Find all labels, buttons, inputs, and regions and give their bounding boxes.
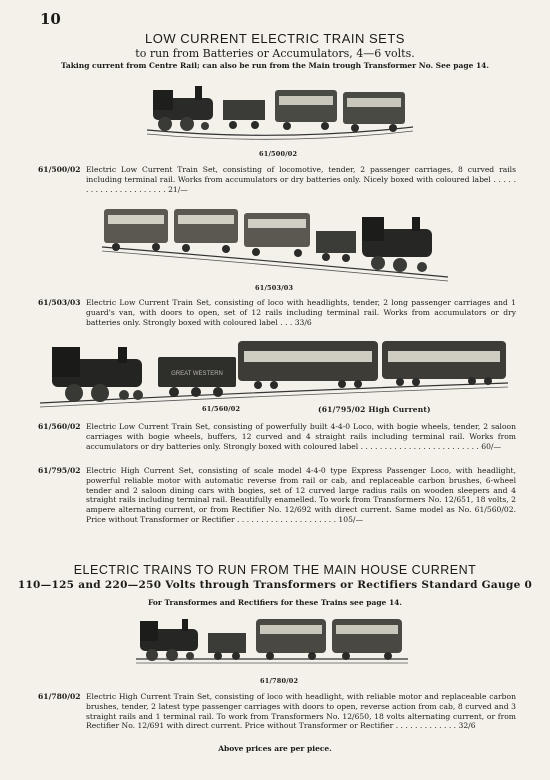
- caption-61-500-02: 61/500/02: [259, 150, 298, 158]
- section1-subtitle: to run from Batteries or Accumulators, 4—6 volts.: [135, 47, 415, 60]
- section2-title: ELECTRIC TRAINS TO RUN FROM THE MAIN HOUSE CURRENT: [73, 563, 477, 577]
- entry-description: Electric Low Current Train Set, consisting of powerfully built 4-4-0 Loco, with bogie wheels, tender, 2 saloon carriages with bogie wheels, buffers, 12 curved and 4 straight rails including terminal rail. Works from accumulators or dry batteries only. Strongly boxed with coloured label . . . . . . . . . . . . . . . . . . . . . . . . . 60/—: [86, 422, 516, 451]
- entry-code: 61/500/02: [38, 165, 81, 174]
- section1-title: LOW CURRENT ELECTRIC TRAIN SETS: [145, 31, 405, 46]
- tender-lettering: GREAT WESTERN: [171, 371, 223, 377]
- entry-61-560-02: [38, 422, 516, 451]
- caption-61-503-03: 61/503/03: [255, 284, 294, 292]
- entry-description: Electric Low Current Train Set, consisting of locomotive, tender, 2 passenger carriages, 8 curved rails including terminal rail. Works from accumulators or dry batteries only. Nicely boxed with coloured label . . . . . . . . . . . . . . . . . . . . . . 21/—: [86, 165, 516, 194]
- train-image-61-780-02: [134, 613, 410, 669]
- entry-61-795-02: [38, 466, 516, 525]
- entry-description: Electric Low Current Train Set, consisting of loco with headlights, tender, 2 long passenger carriages and 1 guard's van, with doors to open, set of 12 rails including terminal rail. Works from accumulators or dry batteries only. Strongly boxed with coloured label . . . 33/6: [86, 298, 516, 327]
- caption-61-780-02: 61/780/02: [260, 677, 299, 685]
- section2-subtitle: 110—125 and 220—250 Volts through Transformers or Rectifiers Standard Gauge 0: [17, 579, 533, 591]
- footer-note: Above prices are per piece.: [218, 744, 332, 753]
- entry-61-503-03: [38, 298, 516, 327]
- caption-61-560-02: 61/560/02: [202, 405, 241, 413]
- entry-61-780-02: [38, 692, 516, 731]
- page-number: 10: [40, 10, 61, 28]
- entry-description: Electric High Current Train Set, consisting of loco with headlight, with reliable motor and replaceable carbon brushes, tender, 2 latest type passenger carriages with doors to open, reverse action from cab, 8 curved and 3 straight rails and 1 terminal rail. To work from Transformers No. 12/650, 18 volts alternating current, or from Rectifier No. 12/691 with direct current. Price without Transformer or Rectifier . . . . . . . . . . . . . 32/6: [86, 692, 516, 731]
- entry-61-500-02: [38, 165, 516, 194]
- train-image-61-500-02: [145, 80, 415, 142]
- train-image-61-560-02: [38, 337, 510, 415]
- entry-description: Electric High Current Set, consisting of scale model 4-4-0 type Express Passenger Loco, with headlight, powerful reliable motor with automatic reverse from rail or cab, and replaceable carbon brushes, 6-wheel tender and 2 saloon dining cars with bogies, set of 12 curved large radius rails on wooden sleepers and 4 straight rails including terminal rail. Beautifully enamelled. To work from Transformers No. 12/651, 18 volts, 2 ampere alternating current, or from Rectifier No. 12/692 with direct current. Same model as No. 61/560/02. Price without Transformer or Rectifier . . . . . . . . . . . . . . . . . . . . . 105/—: [86, 466, 516, 524]
- section1-note: Taking current from Centre Rail; can also be run from the Main trough Transformer No. See page 14.: [60, 61, 490, 70]
- caption-61-795-02: (61/795/02 High Current): [318, 405, 431, 414]
- entry-code: 61/560/02: [38, 422, 81, 431]
- entry-code: 61/503/03: [38, 298, 81, 307]
- train-image-61-503-03: [100, 203, 450, 283]
- section2-note: For Transformes and Rectifiers for these Trains see page 14.: [147, 598, 402, 607]
- entry-code: 61/795/02: [38, 466, 81, 475]
- entry-code: 61/780/02: [38, 692, 81, 701]
